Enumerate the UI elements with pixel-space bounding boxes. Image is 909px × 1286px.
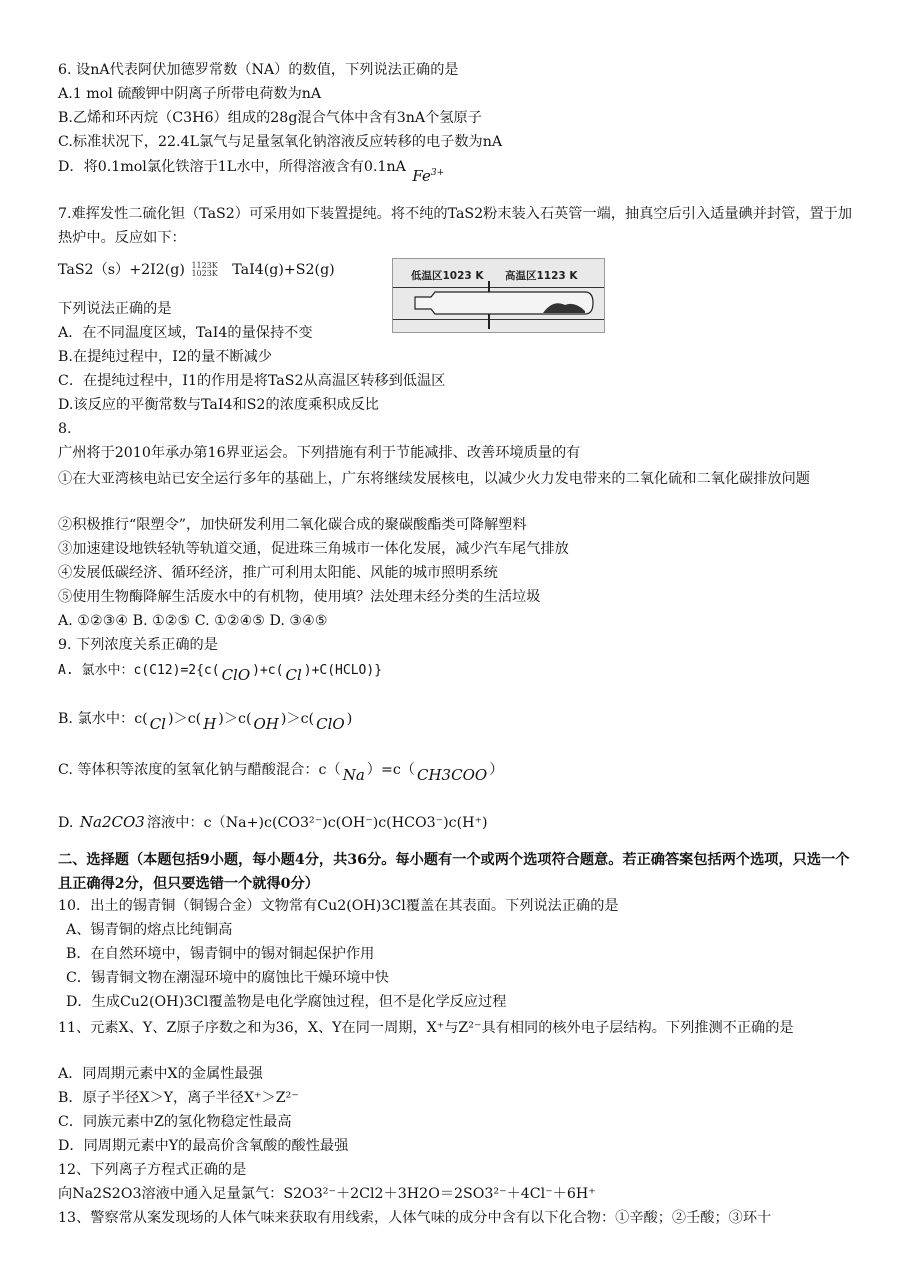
q6-fe-charge: 3+ [430,168,445,178]
q6-stem: 6. 设nA代表阿伏加德罗常数（NA）的数值，下列说法正确的是 [58,62,459,78]
q9-b-gt-2: )＞c( [218,711,252,727]
q7-option-c: C．在提纯过程中，I1的作用是将TaS2从高温区转移到低温区 [58,373,446,389]
q12-stem: 12、下列离子方程式正确的是 [58,1162,247,1178]
q8-stem: 广州将于2010年承办第16界亚运会。下列措施有利于节能减排、改善环境质量的有 [58,445,581,461]
q9-option-a [58,659,383,684]
q7-reaction [58,260,335,280]
q8-item-1: ①在大亚湾核电站已安全运行多年的基础上，广东将继续发展核电，以减少火力发电带来的二氧化硫和二氧化碳排放问题 [58,471,810,487]
q12-equation: 向Na2S2O3溶液中通入足量氯气：S2O3²⁻＋2Cl2＋3H2O＝2SO3²⁻＋4Cl⁻＋6H⁺ [58,1186,596,1202]
q7-reaction-conditions [191,262,217,278]
q11-option-c: C．同族元素中Z的氢化物稳定性最高 [58,1114,292,1130]
q9-b-gt-3: )＞c( [280,711,315,727]
q9-c-ch3coo: CH3COO [417,766,488,784]
q8-item-4: ④发展低碳经济、循环经济，推广可利用太阳能、风能的城市照明系统 [58,565,498,581]
q11-stem: 11、元素X、Y、Z原子序数之和为36，X、Y在同一周期，X⁺与Z²⁻具有相同的核外电子层结构。下列推测不正确的是 [58,1020,794,1036]
q9-stem: 9. 下列浓度关系正确的是 [58,637,218,653]
q13-stem: 13、警察常从案发现场的人体气味来获取有用线索，人体气味的成分中含有以下化合物：①辛酸；②壬酸；③环十 [58,1210,772,1226]
q9-b-text: B. 氯水中：c( [58,711,148,727]
q6-option-c: C.标准状况下，22.4L氯气与足量氢氧化钠溶液反应转移的电子数为nA [58,134,503,150]
q7-condition-top: 1123K [191,261,218,270]
q9-b-oh: OH [253,715,279,733]
q10-option-d: D．生成Cu2(OH)3Cl覆盖物是电化学腐蚀过程，但不是化学反应过程 [66,994,507,1010]
q9-option-c [58,759,504,784]
q9-b-end: ) [346,711,353,727]
q6-option-d-text: D．将0.1mol氯化铁溶于1L水中，所得溶液含有0.1nA [58,159,406,175]
q9-c-mid: ）=c（ [366,762,415,778]
q9-a-cl: Cl [285,666,302,684]
q9-d-text: D. [58,815,74,831]
q6-fe-ion [412,166,444,186]
section-2-heading: 二、选择题（本题包括9小题，每小题4分，共36分。每小题有一个或两个选项符合题意。若正确答案包括两个选项，只选一个且正确得2分，但只要选错一个就得0分） [58,852,850,892]
q7-apparatus-figure [392,258,605,333]
q9-c-na: Na [342,766,365,784]
fig-high-temp-label: 高温区1123 K [505,270,578,282]
q11-option-a: A．同周期元素中X的金属性最强 [58,1066,263,1082]
q7-option-b: B.在提纯过程中，I2的量不断减少 [58,349,273,365]
q10-option-b: B．在自然环境中，锡青铜中的锡对铜起保护作用 [66,946,375,962]
q8-item-2: ②积极推行“限塑令”，加快研发利用二氧化碳合成的聚碳酸酯类可降解塑料 [58,517,527,533]
q9-d-relation: 溶液中：c（Na+)c(CO3²⁻)c(OH⁻)c(HCO3⁻)c(H⁺) [146,815,488,831]
q7-reaction-left: TaS2（s）+2I2(g) [58,262,185,278]
q8-item-3: ③加速建设地铁轻轨等轨道交通，促进珠三角城市一体化发展，减少汽车尾气排放 [58,541,569,557]
q9-d-na2co3: Na2CO3 [79,813,145,831]
q9-a-mid: )+c( [252,663,284,678]
q7-stem: 7.难挥发性二硫化钽（TaS2）可采用如下装置提纯。将不纯的TaS2粉末装入石英管一端，抽真空后引入适量碘并封管，置于加热炉中。反应如下： [58,206,853,246]
q6-fe-symbol: Fe [412,167,431,185]
q11-option-b: B．原子半径X＞Y，离子半径X⁺＞Z²⁻ [58,1090,299,1106]
q9-a-clo: ClO [221,666,251,684]
q6-option-b: B.乙烯和环丙烷（C3H6）组成的28g混合气体中含有3nA个氢原子 [58,110,482,126]
q9-a-end: )+C(HCLO)} [303,663,383,678]
q9-a-text: A. 氯水中：c(C12)=2{c( [58,663,220,678]
q9-c-end: ） [489,762,504,778]
q7-ask: 下列说法正确的是 [58,301,172,317]
q7-reaction-right: TaI4(g)+S2(g) [232,262,335,278]
q11-option-d: D．同周期元素中Y的最高价含氧酸的酸性最强 [58,1138,349,1154]
q9-b-clo: ClO [316,715,345,733]
q6-option-d [58,156,446,185]
q10-option-a: A、锡青铜的熔点比纯铜高 [66,922,233,938]
q9-b-h: H [203,715,217,733]
q8-number: 8. [58,421,72,437]
q7-condition-bottom: 1023K [191,269,218,278]
q9-b-cl: Cl [149,715,166,733]
fig-low-temp-label: 低温区1023 K [411,270,484,282]
q10-stem: 10．出土的锡青铜（铜锡合金）文物常有Cu2(OH)3Cl覆盖在其表面。下列说法正确的是 [58,898,619,914]
q8-item-5: ⑤使用生物酶降解生活废水中的有机物，使用填？法处理未经分类的生活垃圾 [58,589,541,605]
q8-options: A. ①②③④ B. ①②⑤ C. ①②④⑤ D. ③④⑤ [58,613,328,629]
q9-b-gt-1: )＞c( [167,711,202,727]
q10-option-c: C．锡青铜文物在潮湿环境中的腐蚀比干燥环境中快 [66,970,389,986]
q7-option-d: D.该反应的平衡常数与TaI4和S2的浓度乘积成反比 [58,397,379,413]
q9-option-b [58,708,353,733]
q9-c-text: C. 等体积等浓度的氢氧化钠与醋酸混合：c（ [58,762,341,778]
q7-option-a: A．在不同温度区域，TaI4的量保持不变 [58,325,313,341]
q6-option-a: A.1 mol 硫酸钾中阴离子所带电荷数为nA [58,86,322,102]
q9-option-d [58,812,488,833]
quartz-tube-icon [393,259,604,332]
